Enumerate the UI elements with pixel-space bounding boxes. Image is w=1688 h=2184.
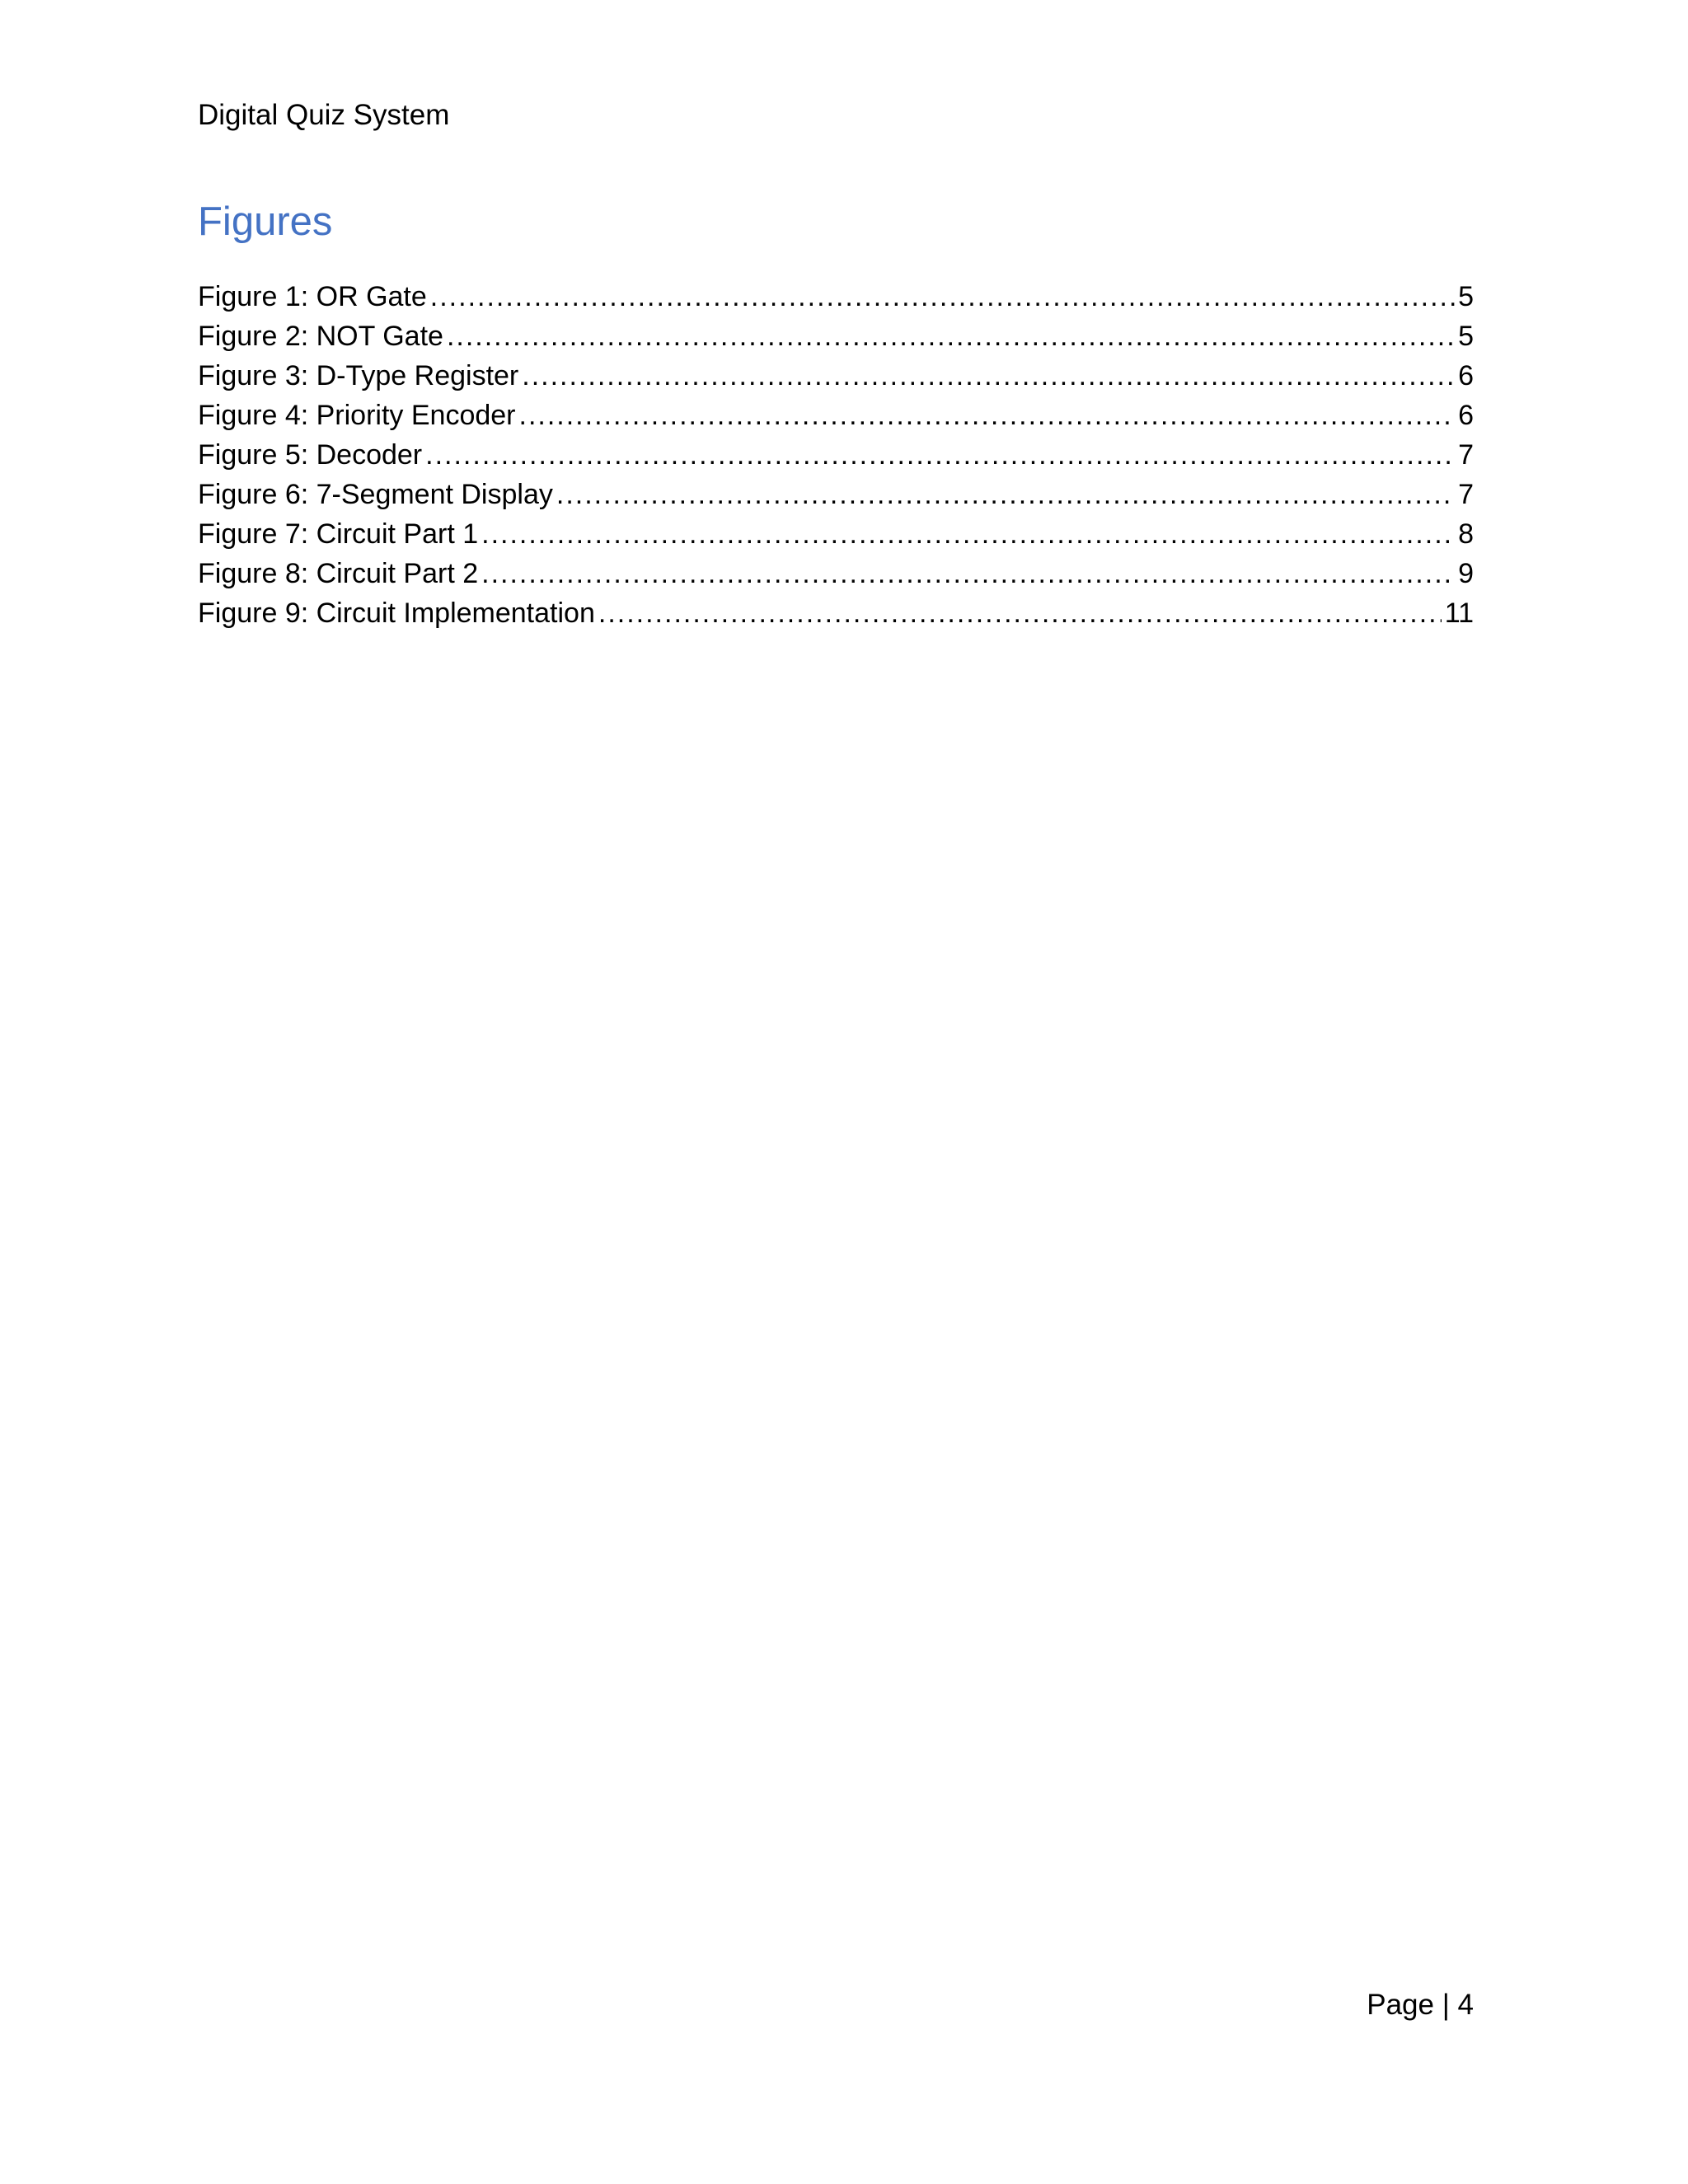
tof-entry-label: Figure 2: NOT Gate bbox=[198, 321, 443, 352]
tof-entry[interactable] bbox=[198, 356, 1474, 396]
dot-leader bbox=[598, 593, 1442, 633]
dot-leader bbox=[519, 396, 1456, 435]
dot-leader bbox=[556, 475, 1455, 514]
tof-entry[interactable] bbox=[198, 475, 1474, 514]
tof-entry[interactable] bbox=[198, 514, 1474, 554]
tof-entry[interactable] bbox=[198, 554, 1474, 593]
tof-entry[interactable] bbox=[198, 593, 1474, 633]
tof-entry-page: 6 bbox=[1458, 360, 1474, 391]
tof-entry-page: 6 bbox=[1458, 400, 1474, 431]
tof-entry-label: Figure 8: Circuit Part 2 bbox=[198, 558, 479, 589]
tof-entry-label: Figure 3: D-Type Register bbox=[198, 360, 519, 391]
tof-entry-label: Figure 4: Priority Encoder bbox=[198, 400, 516, 431]
tof-entry-label: Figure 7: Circuit Part 1 bbox=[198, 518, 479, 550]
dot-leader bbox=[430, 277, 1455, 316]
tof-entry-page: 8 bbox=[1458, 518, 1474, 550]
tof-entry-page: 7 bbox=[1458, 479, 1474, 510]
page-number-footer: Page | 4 bbox=[1367, 1989, 1474, 2021]
tof-entry-page: 5 bbox=[1458, 281, 1474, 312]
tof-entry-label: Figure 6: 7-Segment Display bbox=[198, 479, 553, 510]
tof-entry-label: Figure 5: Decoder bbox=[198, 439, 423, 471]
tof-entry-label: Figure 1: OR Gate bbox=[198, 281, 427, 312]
tof-entry-page: 9 bbox=[1458, 558, 1474, 589]
dot-leader bbox=[522, 356, 1455, 396]
tof-entry-page: 11 bbox=[1444, 598, 1474, 629]
tof-entry-page: 7 bbox=[1458, 439, 1474, 471]
dot-leader bbox=[425, 435, 1455, 475]
section-title: Figures bbox=[198, 199, 333, 244]
tof-entry[interactable] bbox=[198, 316, 1474, 356]
tof-entry-label: Figure 9: Circuit Implementation bbox=[198, 598, 595, 629]
dot-leader bbox=[481, 554, 1455, 593]
running-header: Digital Quiz System bbox=[198, 99, 450, 131]
dot-leader bbox=[447, 316, 1455, 356]
tof-entry[interactable] bbox=[198, 396, 1474, 435]
tof-entry-page: 5 bbox=[1458, 321, 1474, 352]
dot-leader bbox=[481, 514, 1455, 554]
table-of-figures bbox=[198, 277, 1474, 633]
tof-entry[interactable] bbox=[198, 277, 1474, 316]
tof-entry[interactable] bbox=[198, 435, 1474, 475]
